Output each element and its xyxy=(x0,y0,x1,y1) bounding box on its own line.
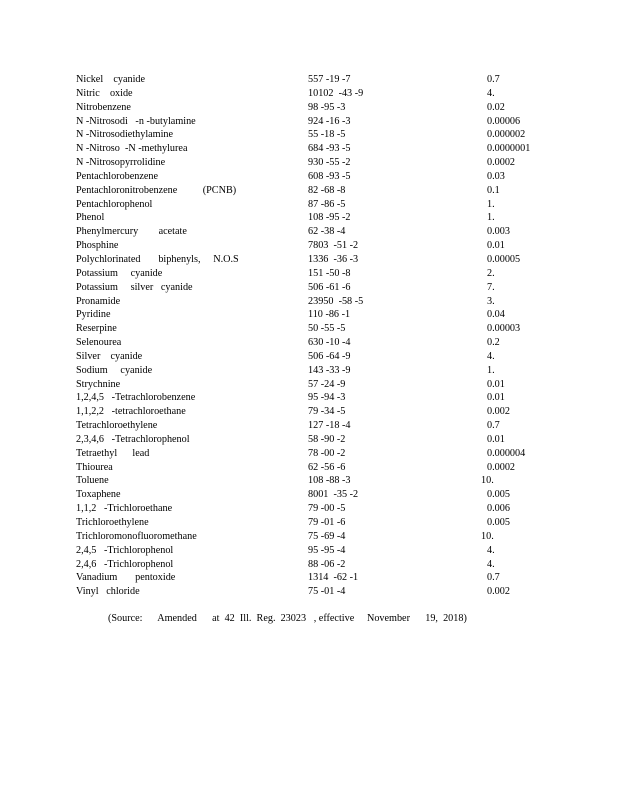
cas-number: 684 -93 -5 xyxy=(308,143,351,155)
cas-number: 924 -16 -3 xyxy=(308,115,351,127)
chemical-name: Potassium cyanide xyxy=(76,267,163,279)
limit-value: 0.0002 xyxy=(487,461,516,473)
source-note: (Source: Amended at 42 Ill. Reg. 23023 , effective November 19, 2018) xyxy=(108,613,467,624)
table-row xyxy=(76,142,546,156)
chemical-name: Selenourea xyxy=(76,337,122,349)
cas-number: 79 -00 -5 xyxy=(308,503,346,515)
table-row xyxy=(76,474,546,488)
table-row xyxy=(76,433,546,447)
cas-number: 557 -19 -7 xyxy=(308,74,351,85)
limit-value: 7. xyxy=(487,281,495,293)
table-row xyxy=(76,502,546,516)
limit-value: 1. xyxy=(487,364,495,376)
limit-value: 0.003 xyxy=(487,226,510,238)
table-row xyxy=(76,308,546,322)
limit-value: 0.02 xyxy=(487,101,505,113)
chemical-name: 2,3,4,6 -Tetrachlorophenol xyxy=(76,433,190,445)
limit-value: 0.006 xyxy=(487,503,510,515)
table-row xyxy=(76,128,546,142)
cas-number: 62 -56 -6 xyxy=(308,461,346,473)
chemical-name: N -Nitroso -N -methylurea xyxy=(76,143,188,155)
table-row xyxy=(76,364,546,378)
chemical-name: 2,4,6 -Trichlorophenol xyxy=(76,558,174,570)
table-row xyxy=(76,516,546,530)
cas-number: 10102 -43 -9 xyxy=(308,87,364,99)
cas-number: 143 -33 -9 xyxy=(308,364,351,376)
limit-value: 1. xyxy=(487,212,495,224)
chemical-name: Pronamide xyxy=(76,295,121,307)
chemical-name: N -Nitrosodi -n -butylamine xyxy=(76,115,196,127)
limit-value: 0.03 xyxy=(487,170,505,182)
table-row xyxy=(76,336,546,350)
limit-value: 10. xyxy=(481,530,494,542)
chemical-name: Phenol xyxy=(76,212,105,224)
cas-number: 151 -50 -8 xyxy=(308,267,351,279)
limit-value: 3. xyxy=(487,295,495,307)
cas-number: 506 -61 -6 xyxy=(308,281,351,293)
cas-number: 82 -68 -8 xyxy=(308,184,346,196)
table-row xyxy=(76,391,546,405)
chemical-name: Tetrachloroethylene xyxy=(76,420,158,432)
limit-value: 0.7 xyxy=(487,420,500,432)
chemical-name: Pentachloronitrobenzene (PCNB) xyxy=(76,184,237,196)
limit-value: 4. xyxy=(487,87,495,99)
chemical-name: Toxaphene xyxy=(76,489,121,501)
cas-number: 95 -94 -3 xyxy=(308,392,346,404)
chemical-name: Strychnine xyxy=(76,378,121,390)
chemical-name: Toluene xyxy=(76,475,109,487)
limit-value: 0.1 xyxy=(487,184,500,196)
cas-number: 1314 -62 -1 xyxy=(308,572,359,584)
limit-value: 0.002 xyxy=(487,586,510,598)
chemical-name: Pyridine xyxy=(76,309,111,321)
cas-number: 506 -64 -9 xyxy=(308,350,351,362)
limit-value: 0.01 xyxy=(487,240,505,252)
table-row xyxy=(76,585,546,599)
cas-number: 1336 -36 -3 xyxy=(308,253,359,265)
table-row xyxy=(76,544,546,558)
table-row xyxy=(76,225,546,239)
cas-number: 58 -90 -2 xyxy=(308,433,346,445)
cas-number: 127 -18 -4 xyxy=(308,420,351,432)
table-row xyxy=(76,405,546,419)
chemical-name: Nickel cyanide xyxy=(76,74,146,85)
chemical-name: Potassium silver cyanide xyxy=(76,281,193,293)
chemical-name: Phenylmercury acetate xyxy=(76,226,187,238)
table-row xyxy=(76,184,546,198)
table-row xyxy=(76,571,546,585)
table-row xyxy=(76,156,546,170)
table-row xyxy=(76,267,546,281)
chemical-name: Polychlorinated biphenyls, N.O.S xyxy=(76,253,239,265)
table-row xyxy=(76,558,546,572)
chemical-name: Trichloromonofluoromethane xyxy=(76,530,197,542)
cas-number: 50 -55 -5 xyxy=(308,323,346,335)
cas-number: 88 -06 -2 xyxy=(308,558,346,570)
table-row xyxy=(76,170,546,184)
limit-value: 4. xyxy=(487,544,495,556)
table-row xyxy=(76,419,546,433)
chemical-name: Vinyl chloride xyxy=(76,586,140,598)
cas-number: 108 -88 -3 xyxy=(308,475,351,487)
table-row xyxy=(76,295,546,309)
cas-number: 87 -86 -5 xyxy=(308,198,346,210)
table-row xyxy=(76,350,546,364)
table-row xyxy=(76,253,546,267)
limit-value: 0.0002 xyxy=(487,157,516,169)
chemical-name: Vanadium pentoxide xyxy=(76,572,176,584)
cas-number: 630 -10 -4 xyxy=(308,337,351,349)
limit-value: 0.000004 xyxy=(487,447,526,459)
chemical-name: N -Nitrosodiethylamine xyxy=(76,129,174,141)
cas-number: 7803 -51 -2 xyxy=(308,240,359,252)
limit-value: 0.005 xyxy=(487,517,510,528)
limit-value: 0.0000001 xyxy=(487,143,531,155)
table-row xyxy=(76,101,546,115)
chemical-table xyxy=(76,73,546,599)
cas-number: 608 -93 -5 xyxy=(308,170,351,182)
cas-number: 75 -69 -4 xyxy=(308,530,346,542)
table-row xyxy=(76,73,546,87)
chemical-name: Nitrobenzene xyxy=(76,101,131,113)
limit-value: 4. xyxy=(487,350,495,362)
chemical-name: N -Nitrosopyrrolidine xyxy=(76,157,166,169)
table-row xyxy=(76,530,546,544)
limit-value: 2. xyxy=(487,267,495,279)
limit-value: 0.01 xyxy=(487,378,505,390)
cas-number: 57 -24 -9 xyxy=(308,378,346,390)
chemical-name: Reserpine xyxy=(76,323,117,335)
cas-number: 108 -95 -2 xyxy=(308,212,351,224)
cas-number: 75 -01 -4 xyxy=(308,586,346,598)
chemical-name: Pentachlorobenzene xyxy=(76,170,159,182)
table-row xyxy=(76,198,546,212)
cas-number: 79 -01 -6 xyxy=(308,517,346,528)
table-row xyxy=(76,322,546,336)
cas-number: 95 -95 -4 xyxy=(308,544,346,556)
cas-number: 78 -00 -2 xyxy=(308,447,346,459)
chemical-name: 1,1,2,2 -tetrachloroethane xyxy=(76,406,186,418)
chemical-name: Trichloroethylene xyxy=(76,517,149,528)
limit-value: 0.002 xyxy=(487,406,510,418)
cas-number: 8001 -35 -2 xyxy=(308,489,359,501)
cas-number: 55 -18 -5 xyxy=(308,129,346,141)
chemical-name: Tetraethyl lead xyxy=(76,447,150,459)
chemical-name: 1,2,4,5 -Tetrachlorobenzene xyxy=(76,392,196,404)
limit-value: 0.005 xyxy=(487,489,510,501)
limit-value: 0.7 xyxy=(487,74,500,85)
table-row xyxy=(76,239,546,253)
limit-value: 0.000002 xyxy=(487,129,526,141)
limit-value: 0.7 xyxy=(487,572,500,584)
limit-value: 1. xyxy=(487,198,495,210)
chemical-name: Nitric oxide xyxy=(76,87,133,99)
cas-number: 930 -55 -2 xyxy=(308,157,351,169)
cas-number: 79 -34 -5 xyxy=(308,406,346,418)
limit-value: 0.00006 xyxy=(487,115,521,127)
cas-number: 98 -95 -3 xyxy=(308,101,346,113)
table-row xyxy=(76,378,546,392)
table-row xyxy=(76,87,546,101)
chemical-name: 1,1,2 -Trichloroethane xyxy=(76,503,173,515)
chemical-name: 2,4,5 -Trichlorophenol xyxy=(76,544,174,556)
chemical-name: Silver cyanide xyxy=(76,350,143,362)
cas-number: 23950 -58 -5 xyxy=(308,295,364,307)
chemical-name: Thiourea xyxy=(76,461,113,473)
chemical-name: Pentachlorophenol xyxy=(76,198,153,210)
table-row xyxy=(76,281,546,295)
table-row xyxy=(76,211,546,225)
limit-value: 0.2 xyxy=(487,337,500,349)
limit-value: 0.01 xyxy=(487,433,505,445)
limit-value: 0.00005 xyxy=(487,253,521,265)
table-row xyxy=(76,447,546,461)
chemical-name: Sodium cyanide xyxy=(76,364,153,376)
limit-value: 0.00003 xyxy=(487,323,521,335)
limit-value: 0.04 xyxy=(487,309,505,321)
limit-value: 4. xyxy=(487,558,495,570)
limit-value: 0.01 xyxy=(487,392,505,404)
cas-number: 110 -86 -1 xyxy=(308,309,351,321)
limit-value: 10. xyxy=(481,475,494,487)
cas-number: 62 -38 -4 xyxy=(308,226,346,238)
table-row xyxy=(76,115,546,129)
table-row xyxy=(76,488,546,502)
table-row xyxy=(76,461,546,475)
chemical-name: Phosphine xyxy=(76,240,119,252)
